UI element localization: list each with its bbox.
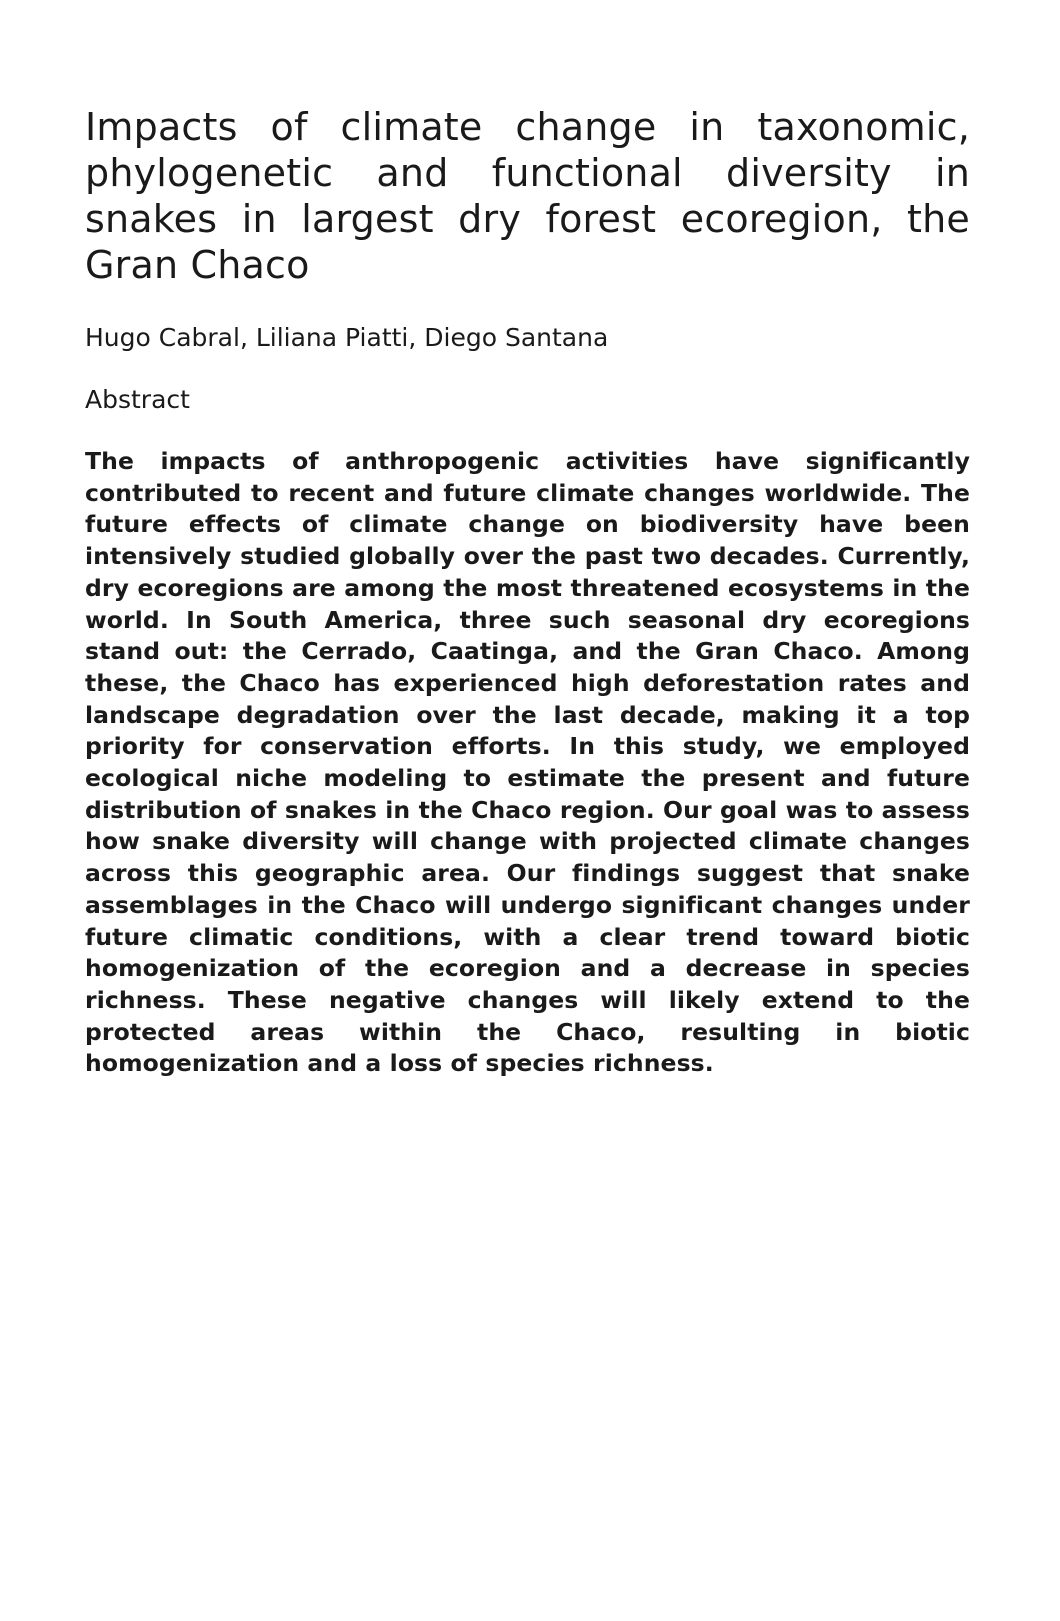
abstract-heading: Abstract bbox=[85, 385, 190, 414]
paper-title: Impacts of climate change in taxonomic, phylogenetic and functional diversity in snakes in largest dry forest ecoregion, the Gran Chaco bbox=[85, 105, 970, 287]
document-content bbox=[85, 104, 970, 1080]
author-list: Hugo Cabral, Liliana Piatti, Diego Santana bbox=[85, 323, 609, 352]
abstract-body: The impacts of anthropogenic activities have significantly contributed to recent and future climate changes worldwide. The future effects of climate change on biodiversity have been intensively studied globally over the past two decades. Currently, dry ecoregions are among the most threatened ecosystems in the world. In South America, three such seasonal dry ecoregions stand out: the Cerrado, Caatinga, and the Gran Chaco. Among these, the Chaco has experienced high deforestation rates and landscape degradation over the last decade, making it a top priority for conservation efforts. In this study, we employed ecological niche modeling to estimate the present and future distribution of snakes in the Chaco region. Our goal was to assess how snake diversity will change with projected climate changes across this geographic area. Our findings suggest that snake assemblages in the Chaco will undergo significant changes under future climatic conditions, with a clear trend toward biotic homogenization of the ecoregion and a decrease in species richness. These negative changes will likely extend to the protected areas within the Chaco, resulting in biotic homogenization and a loss of species richness. bbox=[85, 447, 970, 1078]
